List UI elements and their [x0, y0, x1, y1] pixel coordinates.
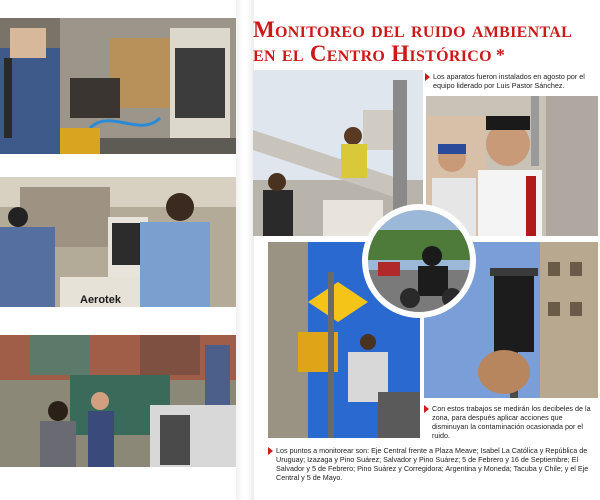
title-line-2 — [253, 42, 598, 67]
caption-marker — [268, 447, 273, 455]
photo-motorcyclist-circle — [368, 210, 470, 312]
photo-street-crowd — [0, 335, 236, 467]
caption-bottom-text: Los puntos a monitorear son: Eje Central frente a Plaza Meave; Isabel La Católica y República de Uruguay; Izazaga y Pino Suárez; Salvador y Pino Suárez; 5 de Febrero y 16 de Septiembre; El Salvador y 5 de Febrero; Pino Suárez y Corregidora; Argentina y Moneda; Tacuba y Chile; y el Eje Central y 5 de Mayo. — [276, 446, 589, 482]
caption-top — [433, 72, 598, 90]
caption-marker — [425, 73, 430, 81]
title-star: * — [495, 45, 506, 65]
title-line-1: Monitoreo del ruido ambiental — [253, 17, 573, 42]
article-title — [253, 18, 598, 67]
caption-marker — [424, 405, 429, 413]
caption-bottom — [276, 446, 598, 482]
caption-top-text: Los aparatos fueron instalados en agosto por el equipo liderado por Luis Pastor Sánchez. — [433, 72, 585, 90]
title-line-2-text: en el Centro Histórico — [253, 41, 492, 66]
photo-technicians-equipment — [0, 18, 236, 154]
caption-middle — [432, 404, 598, 440]
aerotek-logo: Aerotek — [80, 294, 121, 306]
caption-middle-text: Con estos trabajos se medirán los decibeles de la zona, para después aplicar acciones que disminuyan la contaminación ocasionada por el ruido. — [432, 404, 591, 440]
photo-men-with-monitor — [0, 177, 236, 307]
page-gutter — [236, 0, 254, 500]
